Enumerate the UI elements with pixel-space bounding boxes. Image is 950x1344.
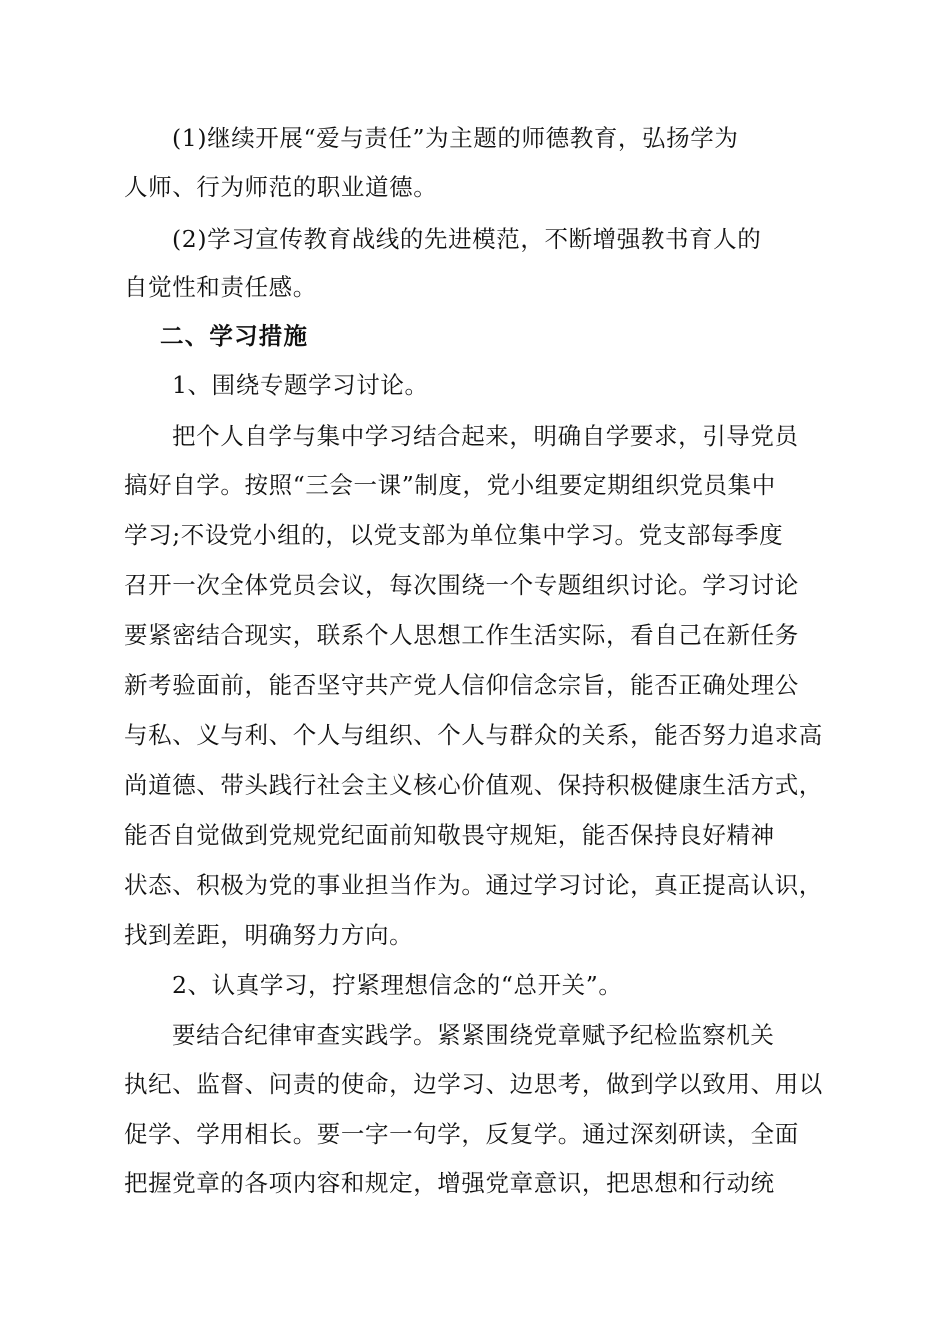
paragraph-line-15: 能否自觉做到党规党纪面前知敬畏守规矩，能否保持良好精神 (124, 821, 775, 849)
paragraph-line-9: 学习;不设党小组的，以党支部为单位集中学习。党支部每季度 (124, 521, 784, 549)
subsection-heading-2: 2、认真学习，拧紧理想信念的“总开关”。 (172, 971, 623, 999)
paragraph-line-3: (2)学习宣传教育战线的先进模范，不断增强教书育人的 (172, 225, 762, 253)
paragraph-line-16: 状态、积极为党的事业担当作为。通过学习讨论，真正提高认识， (124, 871, 823, 899)
paragraph-line-14: 尚道德、带头践行社会主义核心价值观、保持积极健康生活方式， (124, 771, 823, 799)
paragraph-line-2: 人师、行为师范的职业道德。 (124, 173, 438, 201)
paragraph-line-22: 把握党章的各项内容和规定，增强党章意识，把思想和行动统 (124, 1169, 775, 1197)
paragraph-line-10: 召开一次全体党员会议，每次围绕一个专题组织讨论。学习讨论 (124, 571, 799, 599)
paragraph-line-1: (1)继续开展“爱与责任”为主题的师德教育，弘扬学为 (172, 124, 739, 152)
paragraph-line-12: 新考验面前，能否坚守共产党人信仰信念宗旨，能否正确处理公 (124, 671, 799, 699)
paragraph-line-8: 搞好自学。按照“三会一课”制度，党小组要定期组织党员集中 (124, 471, 776, 499)
paragraph-line-21: 促学、学用相长。要一字一句学，反复学。通过深刻研读，全面 (124, 1120, 799, 1148)
section-heading: 二、学习措施 (160, 322, 309, 350)
paragraph-line-17: 找到差距，明确努力方向。 (124, 921, 414, 949)
paragraph-line-11: 要紧密结合现实，联系个人思想工作生活实际，看自己在新任务 (124, 621, 799, 649)
subsection-heading-1: 1、围绕专题学习讨论。 (172, 371, 429, 399)
paragraph-line-7: 把个人自学与集中学习结合起来，明确自学要求，引导党员 (172, 422, 799, 450)
paragraph-line-20: 执纪、监督、问责的使命，边学习、边思考，做到学以致用、用以 (124, 1070, 823, 1098)
paragraph-line-4: 自觉性和责任感。 (124, 273, 317, 301)
paragraph-line-13: 与私、义与利、个人与组织、个人与群众的关系，能否努力追求高 (124, 721, 823, 749)
paragraph-line-19: 要结合纪律审查实践学。紧紧围绕党章赋予纪检监察机关 (172, 1021, 775, 1049)
